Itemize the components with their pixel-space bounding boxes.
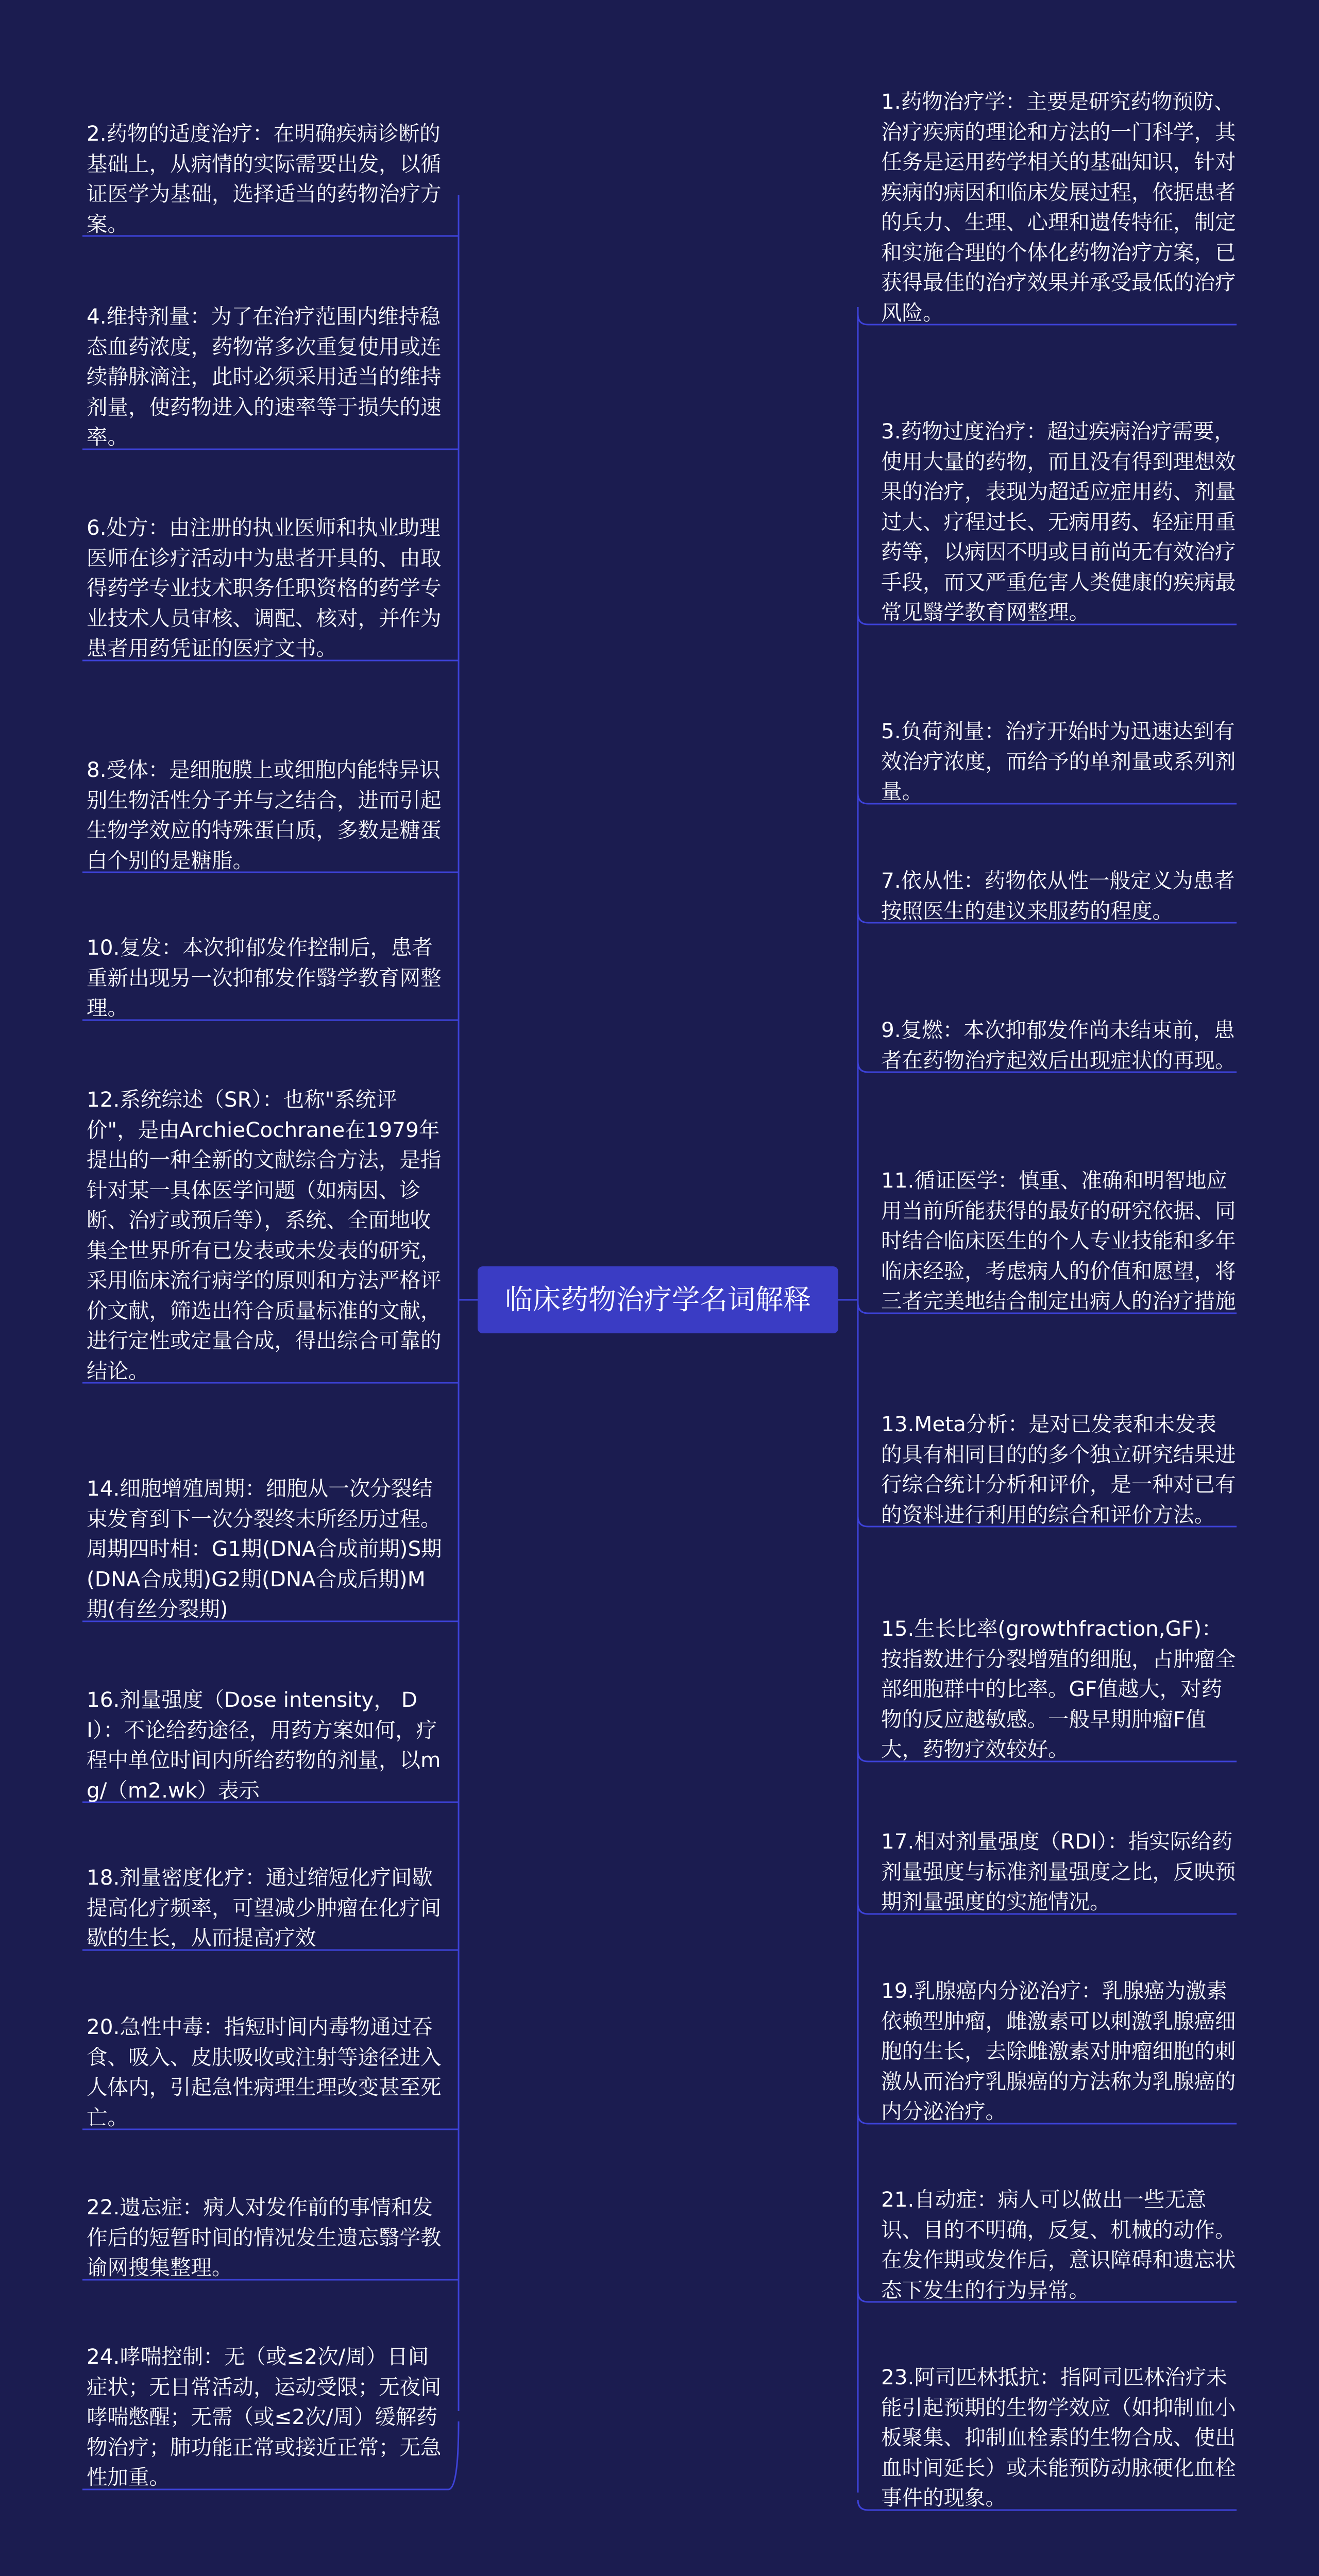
- right-topic-1[interactable]: 1.药物治疗学：主要是研究药物预防、治疗疾病的理论和方法的一门科学，其任务是运用药学相关的基础知识，针对疾病的病因和临床发展过程，依据患者的兵力、生理、心理和遗传特征，制定和实施合理的个体化药物治疗方案，已获得最佳的治疗效果并承受最低的治疗风险。: [881, 89, 1236, 325]
- left-topic-2[interactable]: 4.维持剂量：为了在治疗范围内维持稳态血药浓度，药物常多次重复使用或连续静脉滴注，此时必须采用适当的维持剂量，使药物进入的速率等于损失的速率。: [87, 304, 442, 449]
- right-topic-3[interactable]: 5.负荷剂量：治疗开始时为迅速达到有效治疗浓度，而给予的单剂量或系列剂量。: [881, 719, 1236, 804]
- right-topic-8[interactable]: 15.生长比率(growthfraction,GF)：按指数进行分裂增殖的细胞，占肿瘤全部细胞群中的比率。GF值越大，对药物的反应越敏感。一般早期肿瘤F值大，药物疗效较好。: [881, 1616, 1236, 1761]
- left-topic-12[interactable]: 24.哮喘控制：无（或≤2次/周）日间症状；无日常活动，运动受限；无夜间哮喘憋醒；无需（或≤2次/周）缓解药物治疗；肺功能正常或接近正常；无急性加重。: [87, 2344, 442, 2489]
- right-topic-10[interactable]: 19.乳腺癌内分泌治疗：乳腺癌为激素依赖型肿瘤，雌激素可以刺激乳腺癌细胞的生长，去除雌激素对肿瘤细胞的刺激从而治疗乳腺癌的方法称为乳腺癌的内分泌治疗。: [881, 1978, 1236, 2124]
- left-topic-1[interactable]: 2.药物的适度治疗：在明确疾病诊断的基础上，从病情的实际需要出发，以循证医学为基础，选择适当的药物治疗方案。: [87, 121, 442, 236]
- left-topic-8[interactable]: 16.剂量强度（Dose intensity， DI）：不论给药途径，用药方案如何，疗程中单位时间内所给药物的剂量，以mg/（m2.wk）表示: [87, 1687, 441, 1803]
- left-topic-10[interactable]: 20.急性中毒：指短时间内毒物通过吞食、吸入、皮肤吸收或注射等途径进入人体内，引起急性病理生理改变甚至死亡。: [87, 2014, 442, 2130]
- left-topic-7[interactable]: 14.细胞增殖周期：细胞从一次分裂结束发育到下一次分裂终末所经历过程。周期四时相：G1期(DNA合成前期)S期(DNA合成期)G2期(DNA合成后期)M期(有丝分裂期): [87, 1476, 442, 1621]
- right-topic-2[interactable]: 3.药物过度治疗：超过疾病治疗需要，使用大量的药物，而且没有得到理想效果的治疗，表现为超适应症用药、剂量过大、疗程过长、无病用药、轻症用重药等，以病因不明或目前尚无有效治疗手段，而又严重危害人类健康的疾病最常见翳学教育网整理。: [881, 419, 1236, 624]
- left-topic-5[interactable]: 10.复发：本次抑郁发作控制后，患者重新出现另一次抑郁发作翳学教育网整理。: [87, 935, 442, 1020]
- right-topic-5[interactable]: 9.复燃：本次抑郁发作尚未结束前，患者在药物治疗起效后出现症状的再现。: [881, 1018, 1236, 1073]
- left-topic-3[interactable]: 6.处方：由注册的执业医师和执业助理医师在诊疗活动中为患者开具的、由取得药学专业技术职务任职资格的药学专业技术人员审核、调配、核对，并作为患者用药凭证的医疗文书。: [87, 515, 442, 660]
- right-topic-9[interactable]: 17.相对剂量强度（RDI）：指实际给药剂量强度与标准剂量强度之比，反映预期剂量强度的实施情况。: [881, 1829, 1236, 1914]
- left-topic-11[interactable]: 22.遗忘症：病人对发作前的事情和发作后的短暂时间的情况发生遗忘翳学教谕网搜集整理。: [87, 2195, 442, 2280]
- left-topic-4[interactable]: 8.受体：是细胞膜上或细胞内能特异识别生物活性分子并与之结合，进而引起生物学效应的特殊蛋白质，多数是糖蛋白个别的是糖脂。: [87, 757, 442, 873]
- right-topic-12[interactable]: 23.阿司匹林抵抗：指阿司匹林治疗未能引起预期的生物学效应（如抑制血小板聚集、抑制血栓素的生物合成、使出血时间延长）或未能预防动脉硬化血栓事件的现象。: [881, 2365, 1236, 2510]
- left-topic-6[interactable]: 12.系统综述（SR）：也称"系统评价"，是由ArchieCochrane在1979年提出的一种全新的文献综合方法，是指针对某一具体医学问题（如病因、诊断、治疗或预后等），系统、全面地收集全世界所有已发表或未发表的研究，采用临床流行病学的原则和方法严格评价文献，筛选出符合质量标准的文献，进行定性或定量合成，得出综合可靠的结论。: [87, 1087, 442, 1383]
- right-topic-4[interactable]: 7.依从性：药物依从性一般定义为患者按照医生的建议来服药的程度。: [881, 868, 1235, 923]
- right-topic-6[interactable]: 11.循证医学：慎重、准确和明智地应用当前所能获得的最好的研究依据、同时结合临床医生的个人专业技能和多年临床经验，考虑病人的价值和愿望，将三者完美地结合制定出病人的治疗措施: [881, 1168, 1236, 1313]
- right-topic-7[interactable]: 13.Meta分析：是对已发表和未发表的具有相同目的的多个独立研究结果进行综合统计分析和评价，是一种对已有的资料进行利用的综合和评价方法。: [881, 1412, 1236, 1527]
- right-topic-11[interactable]: 21.自动症：病人可以做出一些无意识、目的不明确，反复、机械的动作。在发作期或发作后，意识障碍和遗忘状态下发生的行为异常。: [881, 2187, 1236, 2302]
- central-topic[interactable]: 临床药物治疗学名词解释: [478, 1266, 838, 1333]
- left-topic-9[interactable]: 18.剂量密度化疗：通过缩短化疗间歇提高化疗频率，可望减少肿瘤在化疗间歇的生长，从而提高疗效: [87, 1865, 442, 1950]
